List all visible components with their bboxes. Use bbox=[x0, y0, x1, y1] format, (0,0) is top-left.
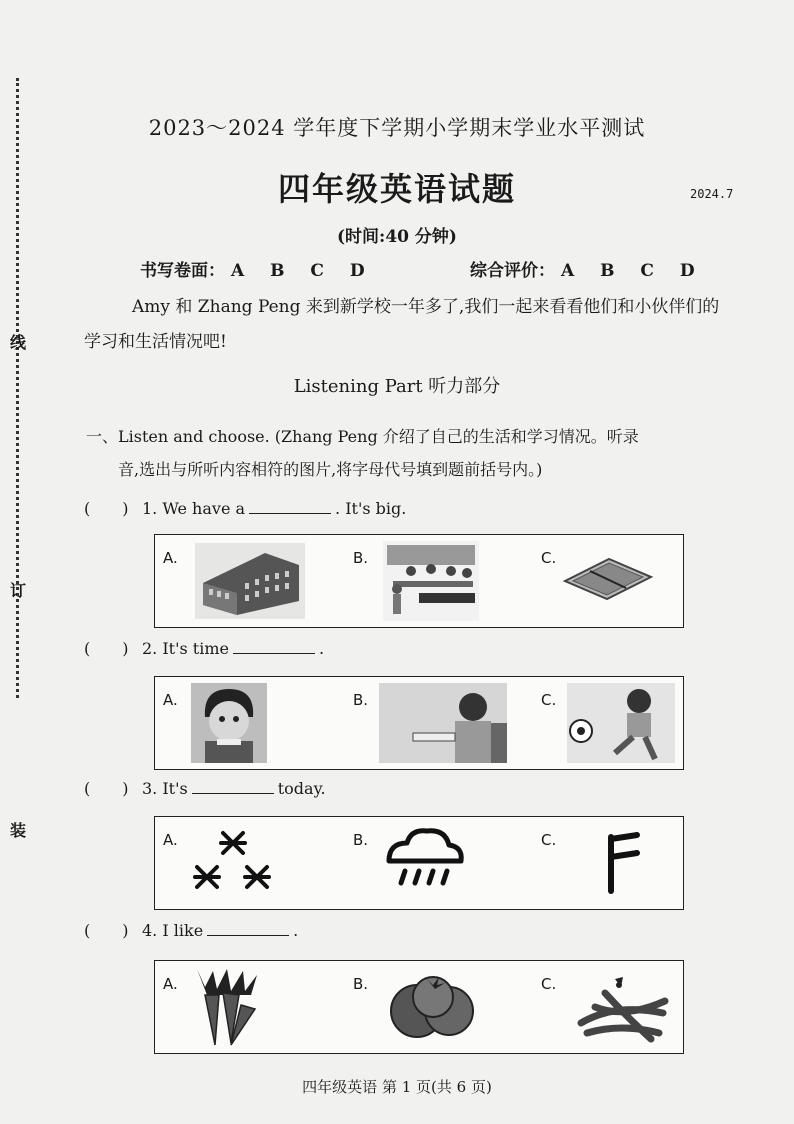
option-b-label: B. bbox=[353, 549, 369, 567]
margin-char-2: 订 bbox=[10, 581, 27, 600]
answer-paren[interactable]: ( ) bbox=[84, 499, 129, 518]
question-4 bbox=[84, 918, 298, 941]
instruction-line-1: 一、Listen and choose. (Zhang Peng 介绍了自己的生活和学习情况。听录 bbox=[86, 427, 639, 446]
page-footer: 四年级英语 第 1 页(共 6 页) bbox=[302, 1078, 492, 1096]
classroom-picture[interactable] bbox=[383, 541, 479, 621]
answer-blank bbox=[207, 921, 289, 936]
library-building-picture[interactable] bbox=[195, 543, 305, 619]
overall-label: 综合评价： bbox=[470, 261, 555, 281]
option-c-label: C. bbox=[541, 975, 557, 993]
carrots-picture[interactable] bbox=[187, 965, 271, 1049]
ping-pong-table-picture[interactable] bbox=[559, 555, 655, 603]
question-text-before: I like bbox=[162, 921, 204, 940]
option-a-label: A. bbox=[163, 975, 178, 993]
intro-paragraph: Amy 和 Zhang Peng 来到新学校一年多了,我们一起来看看他们和小伙伴们的学习和生活情况吧! bbox=[84, 297, 720, 352]
option-c-label: C. bbox=[541, 831, 557, 849]
time-limit: (时间:40 分钟) bbox=[337, 227, 457, 247]
option-a-label: A. bbox=[163, 549, 178, 567]
rainy-icon[interactable] bbox=[383, 825, 467, 895]
answer-paren[interactable]: ( ) bbox=[84, 921, 129, 940]
page-title: 四年级英语试题 bbox=[277, 170, 516, 208]
answer-paren[interactable]: ( ) bbox=[84, 779, 129, 798]
question-3 bbox=[84, 776, 326, 799]
option-a-label: A. bbox=[163, 691, 178, 709]
question-text-before: It's time bbox=[162, 639, 229, 658]
question-3-options bbox=[154, 816, 684, 910]
option-b-label: B. bbox=[353, 691, 369, 709]
snowy-icon[interactable] bbox=[191, 825, 281, 897]
option-a-label: A. bbox=[163, 831, 178, 849]
option-c-label: C. bbox=[541, 549, 557, 567]
question-text-before: It's bbox=[162, 779, 188, 798]
option-b-label: B. bbox=[353, 831, 369, 849]
question-text-after: . bbox=[293, 921, 299, 940]
margin-char-1: 线 bbox=[10, 333, 27, 352]
margin-char-3: 装 bbox=[10, 821, 27, 840]
answer-blank bbox=[249, 499, 331, 514]
green-beans-picture[interactable] bbox=[575, 973, 671, 1043]
question-2-options bbox=[154, 676, 684, 770]
question-1-options bbox=[154, 534, 684, 628]
question-number: 4. bbox=[142, 921, 158, 940]
section-title: Listening Part 听力部分 bbox=[293, 376, 501, 397]
question-number: 1. bbox=[142, 499, 158, 518]
option-b-label: B. bbox=[353, 975, 369, 993]
instruction-line-2: 音,选出与所听内容相符的图片,将字母代号填到题前括号内。) bbox=[118, 460, 543, 479]
question-text-after: . It's big. bbox=[335, 499, 407, 518]
writing-grade bbox=[140, 256, 375, 281]
question-number: 2. bbox=[142, 639, 158, 658]
boy-eating-picture[interactable] bbox=[191, 683, 267, 763]
answer-blank bbox=[192, 779, 274, 794]
overall-options: A B C D bbox=[561, 261, 705, 281]
boy-in-class-picture[interactable] bbox=[379, 683, 507, 763]
writing-options: A B C D bbox=[231, 261, 375, 281]
answer-paren[interactable]: ( ) bbox=[84, 639, 129, 658]
exam-title: 2023～2024 学年度下学期小学期末学业水平测试 bbox=[148, 116, 646, 140]
tomatoes-picture[interactable] bbox=[387, 971, 477, 1043]
overall-grade bbox=[470, 256, 705, 281]
option-c-label: C. bbox=[541, 691, 557, 709]
question-number: 3. bbox=[142, 779, 158, 798]
question-text-after: . bbox=[319, 639, 325, 658]
question-4-options bbox=[154, 960, 684, 1054]
question-1 bbox=[84, 496, 406, 519]
question-2 bbox=[84, 636, 324, 659]
question-text-after: today. bbox=[277, 779, 326, 798]
question-text-before: We have a bbox=[162, 499, 246, 518]
writing-label: 书写卷面： bbox=[140, 261, 225, 281]
instruction bbox=[86, 420, 746, 486]
windy-icon[interactable] bbox=[605, 829, 645, 897]
boy-playing-football-picture[interactable] bbox=[567, 683, 675, 763]
answer-blank bbox=[233, 639, 315, 654]
exam-date: 2024.7 bbox=[690, 187, 734, 201]
